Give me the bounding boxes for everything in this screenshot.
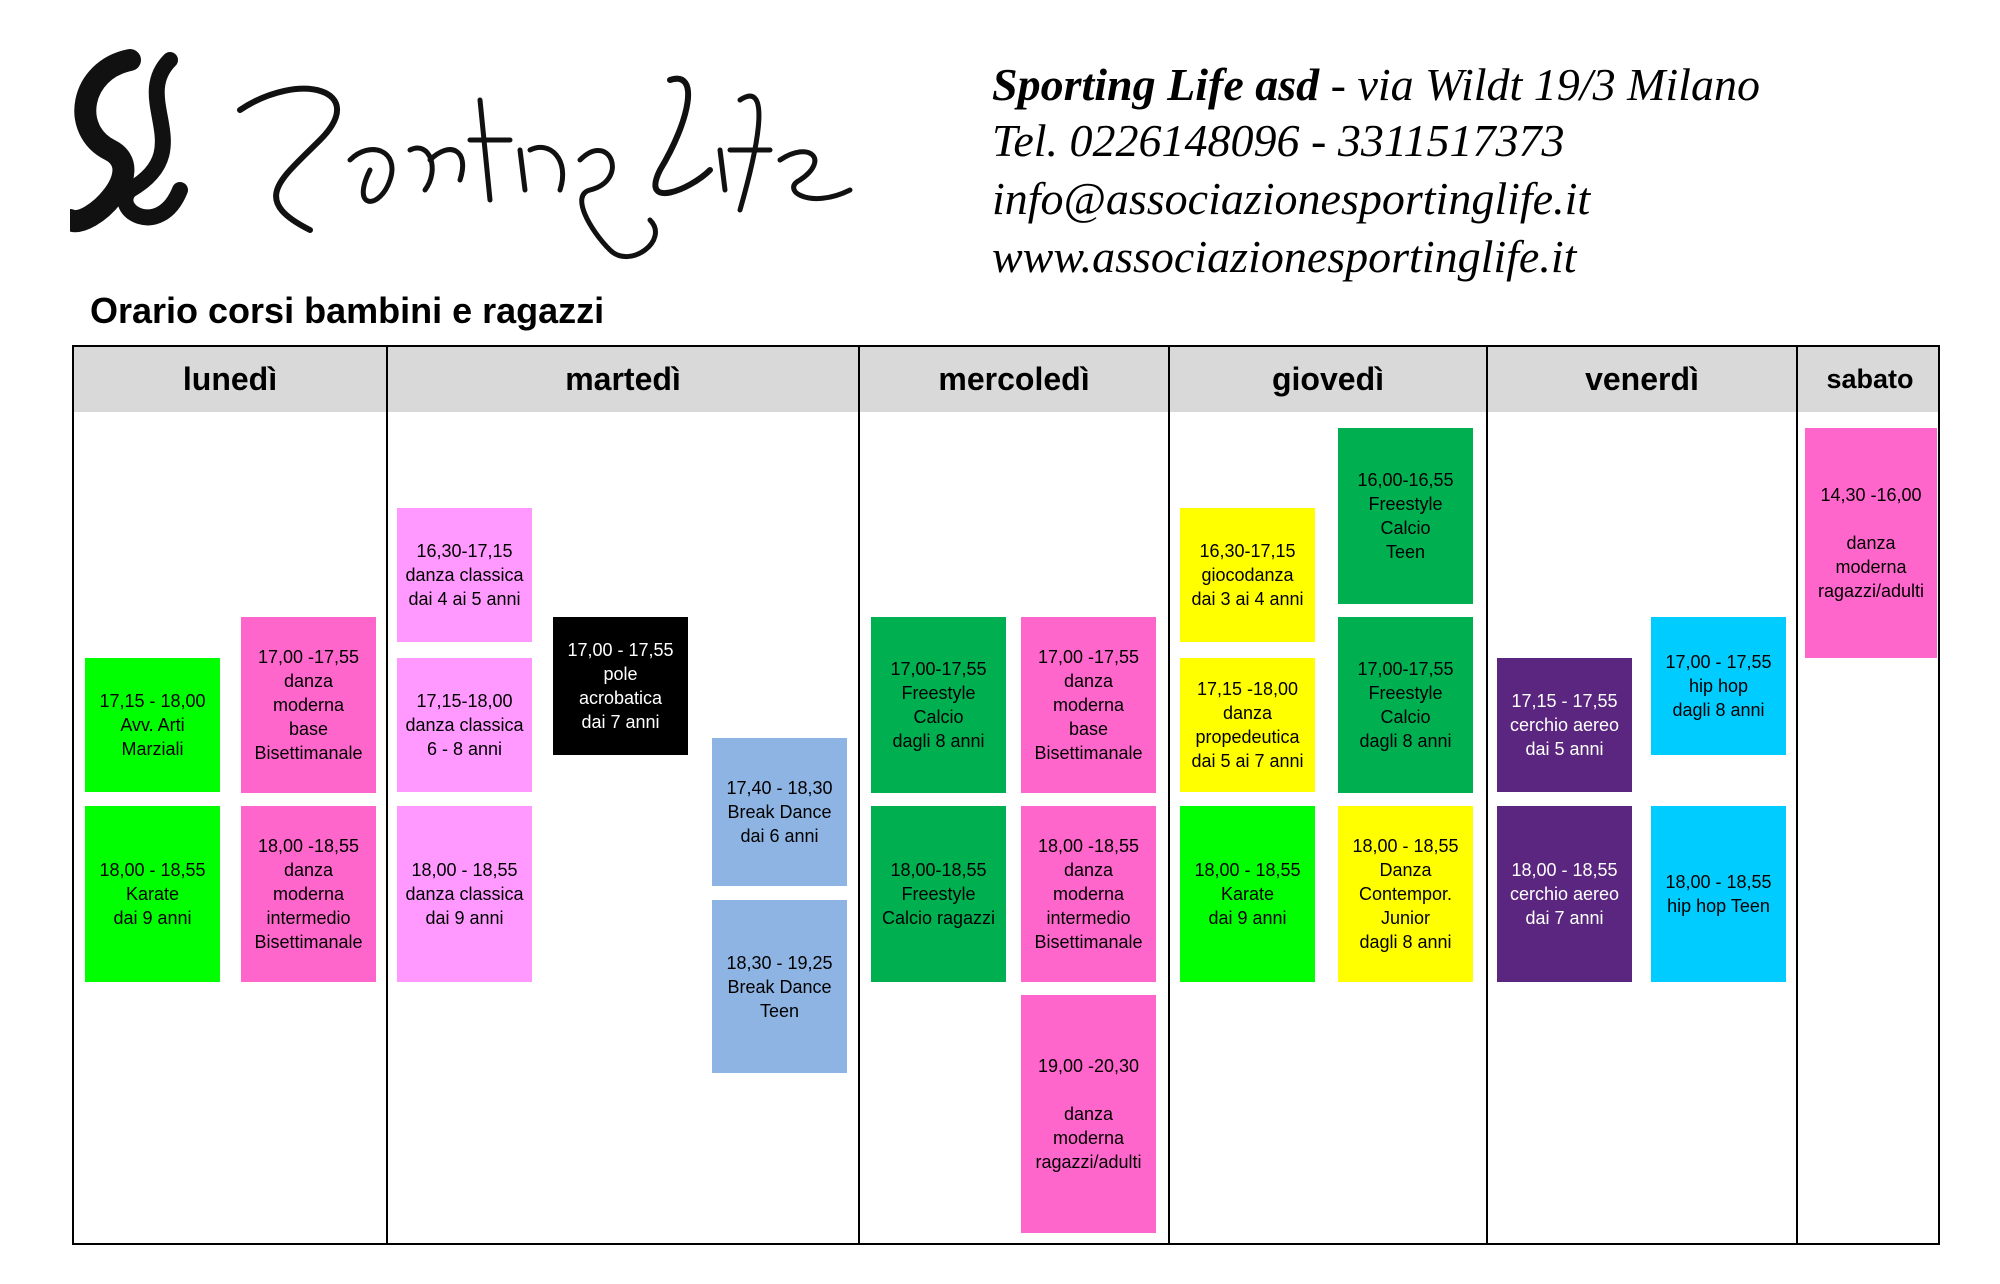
class-text-line: 18,30 - 19,25 [726, 952, 833, 973]
sporting-life-logo [70, 40, 870, 270]
org-address-line [992, 59, 1760, 110]
class-text-line: 17,40 - 18,30 [726, 778, 833, 798]
class-text-line: 17,00 -17,55 [257, 647, 360, 667]
class-text-line: acrobatica [578, 688, 663, 708]
class-text-line: Break Dance [727, 976, 832, 997]
class-text-line: 18,00 - 18,55 [1665, 872, 1772, 892]
day-column-giovedi [1170, 347, 1488, 1243]
class-text-line: Karate [125, 884, 180, 904]
class-text-line: Bisettimanale [1034, 743, 1143, 763]
class-text-line: cerchio aereo [1509, 884, 1620, 904]
schedule-table [72, 345, 1940, 1245]
class-text-line: Teen [1385, 542, 1426, 562]
class-text-line: 18,00 - 18,55 [1352, 836, 1459, 856]
day-column-martedi [388, 347, 860, 1243]
day-header-mercoledi: mercoledì [860, 347, 1168, 412]
day-header-martedi: martedì [388, 347, 858, 412]
class-text-line: Danza [1379, 860, 1432, 880]
day-column-venerdi [1488, 347, 1798, 1243]
class-text-line: dai 6 anni [740, 826, 819, 846]
class-block[interactable] [397, 508, 532, 642]
class-text-line: Avv. Arti [120, 715, 185, 735]
class-block[interactable] [871, 806, 1006, 982]
class-text-line: dai 5 anni [1525, 739, 1604, 759]
class-block[interactable] [712, 900, 847, 1073]
class-block[interactable] [1805, 428, 1937, 658]
class-text-line: ragazzi/adulti [1035, 1152, 1142, 1172]
class-block[interactable] [397, 658, 532, 792]
class-text-line: dai 7 anni [581, 712, 660, 732]
class-text-line: 18,00 -18,55 [257, 836, 360, 856]
class-text-line: dai 9 anni [113, 908, 192, 928]
class-text-line: Bisettimanale [254, 743, 363, 763]
class-text-line: moderna [1052, 1128, 1125, 1148]
class-text-line: Karate [1220, 884, 1275, 904]
day-column-sabato [1798, 347, 1940, 1243]
class-text-line: 18,00-18,55 [890, 860, 987, 880]
class-text-line: danza [283, 860, 334, 880]
class-text-line: 17,00-17,55 [890, 659, 987, 679]
class-text-line: Freestyle [1368, 683, 1443, 703]
class-text-line: Contempor. [1358, 884, 1453, 904]
class-text-line: Junior [1380, 908, 1431, 928]
day-column-mercoledi [860, 347, 1170, 1243]
class-text-line: Bisettimanale [254, 932, 363, 952]
class-block[interactable] [1338, 617, 1473, 793]
class-text-line: Freestyle [901, 683, 976, 703]
class-text-line: ragazzi/adulti [1817, 581, 1925, 601]
class-text-line: dagli 8 anni [892, 731, 985, 751]
class-text-line: 19,00 -20,30 [1037, 1056, 1140, 1076]
class-text-line: propedeutica [1195, 727, 1300, 747]
class-text-line: 6 - 8 anni [426, 739, 503, 759]
class-text-line: moderna [272, 884, 345, 904]
class-text-line: dai 5 ai 7 anni [1191, 751, 1304, 771]
day-header-lunedi: lunedì [74, 347, 386, 412]
class-text-line: moderna [1835, 557, 1907, 577]
class-text-line: moderna [1052, 695, 1125, 715]
class-text-line: dai 3 ai 4 anni [1191, 589, 1304, 609]
class-block[interactable] [397, 806, 532, 982]
class-text-line: 18,00 - 18,55 [1194, 860, 1301, 880]
class-text-line: 14,30 -16,00 [1820, 485, 1922, 505]
class-text-line: danza [1063, 860, 1114, 880]
class-text-line: 16,30-17,15 [416, 541, 513, 561]
class-block[interactable] [1497, 806, 1632, 982]
class-block[interactable] [85, 658, 220, 792]
class-text-line: 16,00-16,55 [1357, 470, 1454, 490]
class-text-line: 18,00 -18,55 [1037, 836, 1140, 856]
class-text-line: Calcio [1380, 707, 1431, 727]
class-block[interactable] [1651, 617, 1786, 755]
class-text-line: Freestyle [901, 884, 976, 904]
class-block[interactable] [1021, 995, 1156, 1233]
class-text-line: Freestyle [1368, 494, 1443, 514]
class-text-line: 17,00 - 17,55 [567, 640, 674, 660]
class-text-line: hip hop Teen [1667, 896, 1770, 916]
class-text-line: danza [283, 671, 334, 691]
class-text-line: 16,30-17,15 [1199, 541, 1296, 561]
class-text-line: 17,15-18,00 [416, 691, 513, 711]
class-text-line: 18,00 - 18,55 [1511, 860, 1618, 880]
class-text-line: 17,00 -17,55 [1037, 647, 1140, 667]
email-link[interactable]: info@associazionesportinglife.it [992, 173, 1591, 224]
class-text-line: dai 9 anni [1208, 908, 1287, 928]
page-title: Orario corsi bambini e ragazzi [90, 290, 605, 331]
class-text-line: 17,00-17,55 [1357, 659, 1454, 679]
class-text-line: danza classica [405, 884, 524, 904]
class-text-line: hip hop [1688, 676, 1749, 696]
org-name: Sporting Life asd [992, 59, 1320, 110]
class-block[interactable] [871, 617, 1006, 793]
class-text-line: danza [1846, 533, 1896, 553]
class-text-line: dagli 8 anni [1359, 932, 1452, 952]
class-block[interactable] [1180, 508, 1315, 642]
class-block[interactable] [1651, 806, 1786, 982]
class-text-line: 17,00 - 17,55 [1665, 652, 1772, 672]
class-block[interactable] [1021, 806, 1156, 982]
class-block[interactable] [1180, 658, 1315, 792]
class-block[interactable] [1338, 806, 1473, 982]
class-text-line: 18,00 - 18,55 [411, 860, 518, 880]
day-header-sabato: sabato [1798, 347, 1940, 412]
class-text-line: danza classica [405, 565, 524, 585]
class-text-line: Bisettimanale [1034, 932, 1143, 952]
class-text-line: dai 9 anni [425, 908, 504, 928]
class-block[interactable] [1497, 658, 1632, 792]
class-text-line: Calcio [913, 707, 964, 727]
class-text-line: danza [1063, 671, 1114, 691]
website-link[interactable]: www.associazionesportinglife.it [992, 231, 1577, 282]
class-text-line: moderna [272, 695, 345, 715]
class-block[interactable] [1338, 428, 1473, 604]
class-text-line: moderna [1052, 884, 1125, 904]
class-text-line: Calcio [1380, 518, 1431, 538]
class-text-line: danza [1222, 703, 1273, 723]
day-column-lunedi [74, 347, 388, 1243]
class-text-line: giocodanza [1201, 565, 1294, 585]
class-text-line: dai 4 ai 5 anni [408, 589, 521, 609]
class-text-line: danza classica [405, 715, 524, 735]
class-text-line: 17,15 - 18,00 [99, 691, 206, 711]
class-block[interactable] [1180, 806, 1315, 982]
class-block[interactable] [712, 738, 847, 886]
class-text-line: Calcio ragazzi [881, 908, 996, 928]
class-block[interactable] [1021, 617, 1156, 793]
class-text-line: pole [603, 664, 638, 684]
class-text-line: 17,15 -18,00 [1196, 679, 1299, 699]
class-block[interactable] [241, 806, 376, 982]
class-block[interactable] [241, 617, 376, 793]
class-text-line: intermedio [1046, 908, 1131, 928]
class-text-line: cerchio aereo [1509, 715, 1620, 735]
phone-line: Tel. 0226148096 - 3311517373 [992, 115, 1565, 166]
class-text-line: 18,00 - 18,55 [99, 860, 206, 880]
class-text-line: 17,15 - 17,55 [1511, 691, 1618, 711]
class-text-line: intermedio [266, 908, 351, 928]
class-text-line: dai 7 anni [1525, 908, 1604, 928]
class-block[interactable] [85, 806, 220, 982]
org-address: - via Wildt 19/3 Milano [1319, 59, 1760, 110]
class-text-line: danza [1063, 1104, 1114, 1124]
class-text-line: Break Dance [727, 802, 832, 822]
day-header-giovedi: giovedì [1170, 347, 1486, 412]
class-text-line: Teen [759, 1000, 800, 1021]
class-text-line: Marziali [121, 739, 184, 759]
class-text-line: base [288, 719, 329, 739]
class-block[interactable] [553, 617, 688, 755]
class-text-line: base [1068, 719, 1109, 739]
day-header-venerdi: venerdì [1488, 347, 1796, 412]
class-text-line: dagli 8 anni [1672, 700, 1765, 720]
class-text-line: dagli 8 anni [1359, 731, 1452, 751]
